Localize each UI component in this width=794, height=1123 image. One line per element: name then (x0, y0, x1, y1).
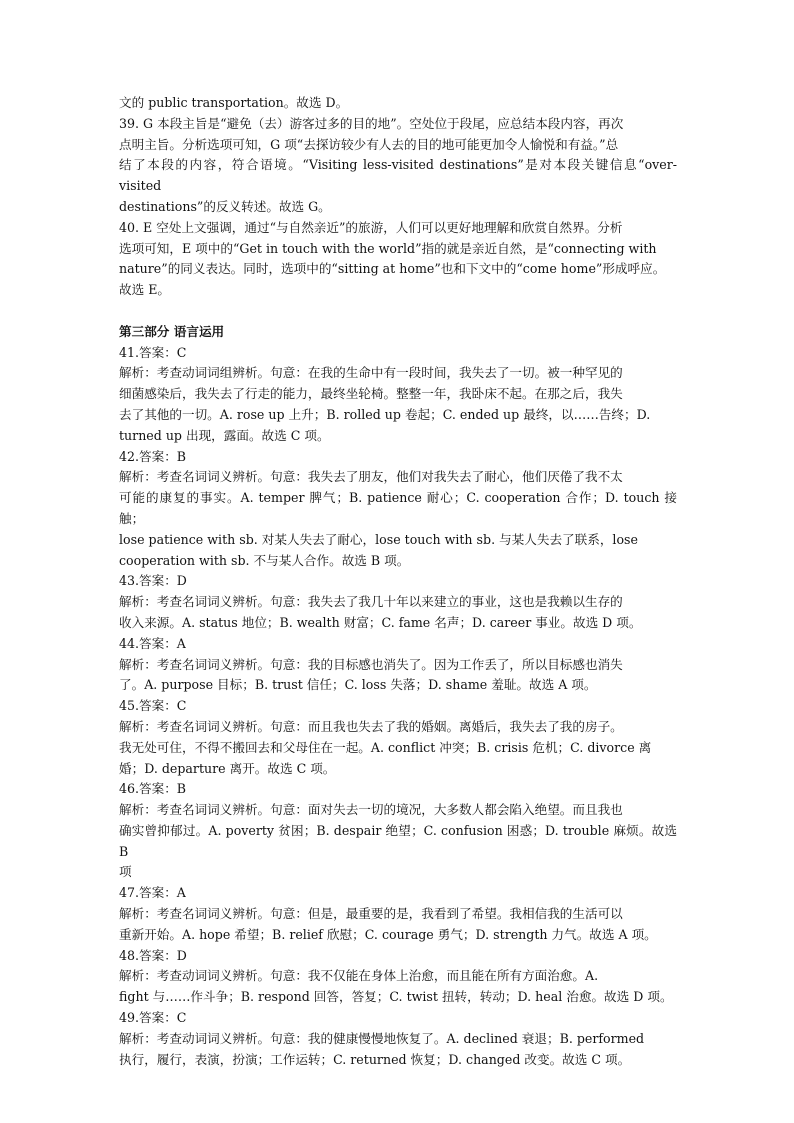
text-line: 解析：考查名词词义辨析。句意：而且我也失去了我的婚姻。离婚后，我失去了我的房子。 (119, 718, 623, 734)
document-page (119, 93, 677, 1070)
text-line: 41.答案：C (119, 344, 187, 360)
text-line: 选项可知，E 项中的“Get in touch with the world”指的就是亲近自然，是“connecting with (119, 240, 657, 256)
text-line: 解析：考查名词词义辨析。句意：面对失去一切的境况，大多数人都会陷入绝望。而且我也 (119, 802, 623, 818)
text-line: 项 (119, 864, 132, 880)
text-line: 40. E 空处上文强调，通过“与自然亲近”的旅游，人们可以更好地理解和欣赏自然界。分析 (119, 219, 623, 235)
text-line: 重新开始。A. hope 希望；B. relief 欣慰；C. courage 勇气；D. strength 力气。故选 A 项。 (119, 926, 657, 942)
section-heading: 第三部分 语言运用 (119, 323, 225, 339)
text-line: 49.答案：C (119, 1010, 187, 1026)
text-line: turned up 出现，露面。故选 C 项。 (119, 427, 330, 443)
text-line: 故选 E。 (119, 282, 170, 298)
text-line: 48.答案：D (119, 947, 187, 963)
text-line: 解析：考查动词词义辨析。句意：我的健康慢慢地恢复了。A. declined 衰退；B. performed (119, 1030, 645, 1046)
text-line: 45.答案：C (119, 698, 187, 714)
text-line: 解析：考查名词词义辨析。句意：我失去了朋友，他们对我失去了耐心，他们厌倦了我不太 (119, 469, 623, 485)
text-line: 46.答案：B (119, 781, 187, 797)
text-line: 43.答案：D (119, 573, 187, 589)
text-line: 解析：考查名词词义辨析。句意：但是，最重要的是，我看到了希望。我相信我的生活可以 (119, 906, 623, 922)
text-line: 我无处可住，不得不搬回去和父母住在一起。A. conflict 冲突；B. crisis 危机；C. divorce 离 (119, 739, 652, 755)
text-line: 解析：考查动词词组辨析。句意：在我的生命中有一段时间，我失去了一切。被一种罕见的 (119, 365, 623, 381)
text-line: 了。A. purpose 目标；B. trust 信任；C. loss 失落；D. shame 羞耻。故选 A 项。 (119, 677, 597, 693)
text-line: 可能的康复的事实。A. temper 脾气；B. patience 耐心；C. cooperation 合作；D. touch 接触； (119, 490, 677, 526)
text-line: 结了本段的内容，符合语境。“Visiting less-visited destinations”是对本段关键信息“over-visited (119, 157, 677, 194)
text-line: 执行，履行，表演，扮演；工作运转；C. returned 恢复；D. changed 改变。故选 C 项。 (119, 1051, 631, 1067)
text-line: 文的 public transportation。故选 D。 (119, 95, 349, 110)
text-line: 42.答案：B (119, 448, 187, 464)
blank-line (119, 301, 677, 322)
text-line: 解析：考查名词词义辨析。句意：我的目标感也消失了。因为工作丢了，所以目标感也消失 (119, 656, 623, 672)
text-line: 婚；D. departure 离开。故选 C 项。 (119, 760, 336, 776)
text-line: 确实曾抑郁过。A. poverty 贫困；B. despair 绝望；C. confusion 困惑；D. trouble 麻烦。故选 B (119, 822, 677, 859)
text-line: 收入来源。A. status 地位；B. wealth 财富；C. fame 名声；D. career 事业。故选 D 项。 (119, 614, 642, 630)
text-line: 47.答案：A (119, 885, 186, 901)
text-line: 39. G 本段主旨是“避免（去）游客过多的目的地”。空处位于段尾，应总结本段内容，再次 (119, 115, 624, 131)
text-line: 解析：考查动词词义辨析。句意：我不仅能在身体上治愈，而且能在所有方面治愈。A. (119, 968, 599, 984)
text-line: nature”的同义表达。同时，选项中的“sitting at home”也和下文中的“come home”形成呼应。 (119, 261, 666, 277)
text-line: 44.答案：A (119, 635, 186, 651)
text-line: 点明主旨。分析选项可知，G 项“去探访较少有人去的目的地可能更加令人愉悦和有益。”总 (119, 136, 619, 152)
text-line: cooperation with sb. 不与某人合作。故选 B 项。 (119, 552, 410, 568)
text-line: 细菌感染后，我失去了行走的能力，最终坐轮椅。整整一年，我卧床不起。在那之后，我失 (119, 386, 623, 402)
text-line: destinations”的反义转述。故选 G。 (119, 198, 331, 214)
text-line: 去了其他的一切。A. rose up 上升；B. rolled up 卷起；C. ended up 最终，以……告终；D. (119, 406, 651, 422)
text-line: 解析：考查名词词义辨析。句意：我失去了我几十年以来建立的事业，这也是我赖以生存的 (119, 594, 623, 610)
text-line: fight 与……作斗争；B. respond 回答，答复；C. twist 扭转，转动；D. heal 治愈。故选 D 项。 (119, 989, 673, 1005)
text-line: lose patience with sb. 对某人失去了耐心，lose touch with sb. 与某人失去了联系，lose (119, 531, 638, 547)
